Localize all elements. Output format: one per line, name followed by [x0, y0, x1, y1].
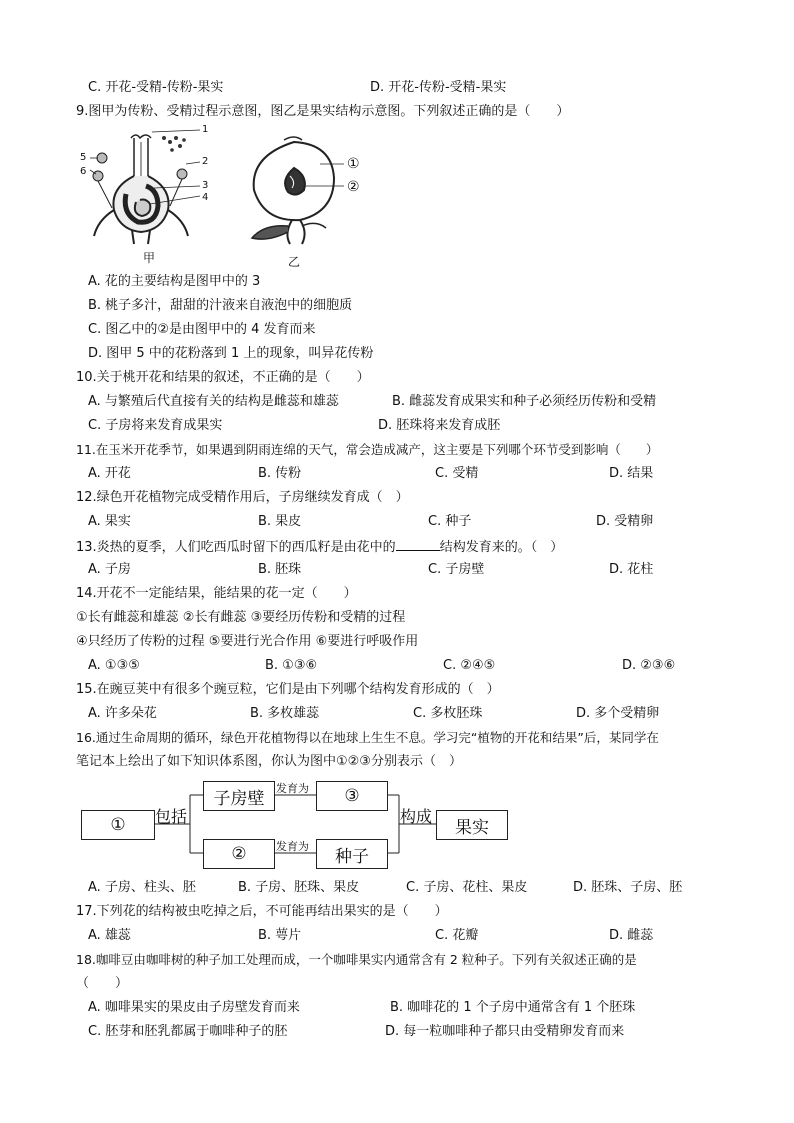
q14-option-c: C. ②④⑤ — [443, 658, 496, 673]
q10-option-d: D. 胚珠将来发育成胚 — [378, 418, 501, 433]
jia-mark-2: 2 — [202, 156, 209, 167]
q8-option-d: D. 开花-传粉-受精-果实 — [370, 80, 507, 95]
q13-stem-post: 结构发育来的。（ ） — [439, 540, 564, 555]
q14-items-2: ④只经历了传粉的过程 ⑤要进行光合作用 ⑥要进行呼吸作用 — [76, 634, 419, 649]
q11-option-d: D. 结果 — [609, 466, 654, 481]
q9-option-c: C. 图乙中的②是由图甲中的 4 发育而来 — [88, 322, 316, 337]
q12-option-c: C. 种子 — [428, 514, 472, 529]
diagram-box-1: ① — [81, 810, 155, 840]
q16-stem-1: 16.通过生命周期的循环，绿色开花植物得以在地球上生生不息。学习完“植物的开花和结果”后，某同学在 — [76, 730, 659, 745]
q15-option-a: A. 许多朵花 — [88, 706, 157, 721]
q10-option-b: B. 雌蕊发育成果实和种子必须经历传粉和受精 — [392, 394, 657, 409]
q15-stem: 15.在豌豆荚中有很多个豌豆粒，它们是由下列哪个结构发育形成的（ ） — [76, 682, 500, 697]
figure-jia-caption: 甲 — [143, 251, 156, 265]
q16-option-d: D. 胚珠、子房、胚 — [573, 880, 683, 895]
q18-option-d: D. 每一粒咖啡种子都只由受精卵发育而来 — [385, 1024, 625, 1039]
diagram-box-ovary-wall: 子房壁 — [203, 781, 275, 811]
diagram-box-seed: 种子 — [316, 839, 388, 869]
q13-option-b: B. 胚珠 — [258, 562, 302, 577]
q12-option-b: B. 果皮 — [258, 514, 302, 529]
q12-option-d: D. 受精卵 — [596, 514, 654, 529]
q16-option-c: C. 子房、花柱、果皮 — [406, 880, 528, 895]
q15-option-b: B. 多枚雄蕊 — [250, 706, 320, 721]
yi-mark-2: ② — [347, 179, 360, 195]
q13-option-a: A. 子房 — [88, 562, 131, 577]
q18-option-a: A. 咖啡果实的果皮由子房壁发育而来 — [88, 1000, 300, 1015]
q16-stem-2: 笔记本上绘出了如下知识体系图，你认为图中①②③分别表示（ ） — [76, 754, 462, 769]
q18-stem-2: （ ） — [76, 976, 129, 991]
q9-option-b: B. 桃子多汁，甜甜的汁液来自液泡中的细胞质 — [88, 298, 353, 313]
q11-option-a: A. 开花 — [88, 466, 131, 481]
q14-option-d: D. ②③⑥ — [622, 658, 676, 673]
q18-option-c: C. 胚芽和胚乳都属于咖啡种子的胚 — [88, 1024, 288, 1039]
q14-option-a: A. ①③⑤ — [88, 658, 140, 673]
jia-mark-4: 4 — [202, 192, 209, 203]
q13-option-d: D. 花柱 — [609, 562, 654, 577]
q8-option-c: C. 开花-受精-传粉-果实 — [88, 80, 224, 95]
q12-stem: 12.绿色开花植物完成受精作用后，子房继续发育成（ ） — [76, 490, 409, 505]
diagram-label-include: 包括 — [155, 807, 188, 826]
q17-option-a: A. 雄蕊 — [88, 928, 131, 943]
q17-stem: 17.下列花的结构被虫吃掉之后，不可能再结出果实的是（ ） — [76, 904, 448, 919]
q16-option-b: B. 子房、胚珠、果皮 — [238, 880, 360, 895]
diagram-box-3: ③ — [316, 781, 388, 811]
jia-mark-6: 6 — [80, 166, 87, 177]
jia-mark-1: 1 — [202, 124, 209, 135]
q17-option-c: C. 花瓣 — [435, 928, 479, 943]
yi-mark-1: ① — [347, 156, 360, 172]
jia-mark-3: 3 — [202, 180, 209, 191]
q9-option-a: A. 花的主要结构是图甲中的 3 — [88, 274, 261, 289]
q9-option-d: D. 图甲 5 中的花粉落到 1 上的现象，叫异花传粉 — [88, 346, 374, 361]
q18-option-b: B. 咖啡花的 1 个子房中通常含有 1 个胚珠 — [390, 1000, 636, 1015]
q15-option-c: C. 多枚胚珠 — [413, 706, 483, 721]
q15-option-d: D. 多个受精卵 — [576, 706, 660, 721]
q14-items-1: ①长有雌蕊和雄蕊 ②长有雌蕊 ③要经历传粉和受精的过程 — [76, 610, 406, 625]
q16-option-a: A. 子房、柱头、胚 — [88, 880, 196, 895]
q18-stem-1: 18.咖啡豆由咖啡树的种子加工处理而成，一个咖啡果实内通常含有 2 粒种子。下列有关叙述正确的是 — [76, 952, 637, 967]
q10-option-c: C. 子房将来发育成果实 — [88, 418, 223, 433]
diagram-box-fruit: 果实 — [436, 810, 508, 840]
diagram-label-develop-bottom: 发育为 — [276, 840, 309, 853]
q11-option-b: B. 传粉 — [258, 466, 302, 481]
q17-option-d: D. 雌蕊 — [609, 928, 654, 943]
q14-stem: 14.开花不一定能结果，能结果的花一定（ ） — [76, 586, 357, 601]
jia-mark-5: 5 — [80, 152, 87, 163]
q10-stem: 10.关于桃开花和结果的叙述，不正确的是（ ） — [76, 370, 370, 385]
q13-option-c: C. 子房壁 — [428, 562, 485, 577]
q13-stem-pre: 13.炎热的夏季，人们吃西瓜时留下的西瓜籽是由花中的 — [76, 540, 396, 555]
q11-stem: 11.在玉米开花季节，如果遇到阴雨连绵的天气，常会造成减产，这主要是下列哪个环节受到影响（ ） — [76, 442, 659, 457]
q9-stem: 9.图甲为传粉、受精过程示意图，图乙是果实结构示意图。下列叙述正确的是（ ） — [76, 104, 570, 119]
q10-option-a: A. 与繁殖后代直接有关的结构是雌蕊和雄蕊 — [88, 394, 339, 409]
q12-option-a: A. 果实 — [88, 514, 131, 529]
diagram-label-develop-top: 发育为 — [276, 782, 309, 795]
q11-option-c: C. 受精 — [435, 466, 479, 481]
diagram-box-2: ② — [203, 839, 275, 869]
figure-yi-caption: 乙 — [288, 255, 301, 269]
q17-option-b: B. 萼片 — [258, 928, 302, 943]
q14-option-b: B. ①③⑥ — [265, 658, 318, 673]
diagram-label-compose: 构成 — [400, 807, 433, 826]
